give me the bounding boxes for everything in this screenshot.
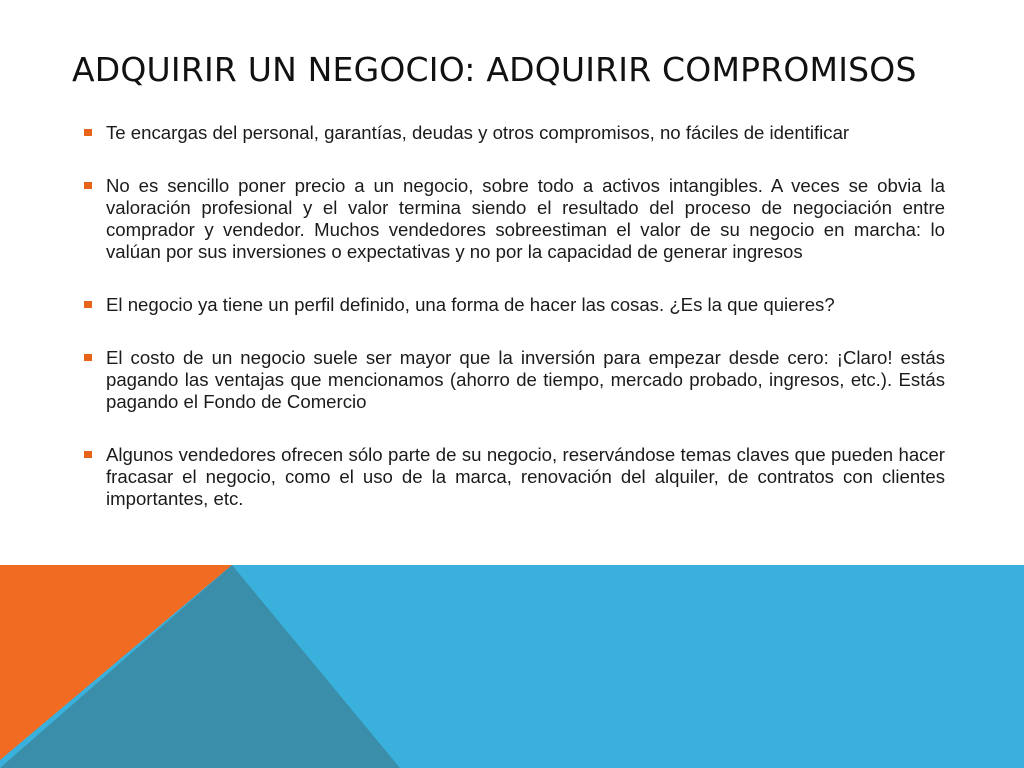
bullet-text: El negocio ya tiene un perfil definido, una forma de hacer las cosas. ¿Es la que quieres? [106, 294, 835, 315]
square-bullet-icon [84, 129, 92, 136]
square-bullet-icon [84, 451, 92, 458]
bullet-text: El costo de un negocio suele ser mayor que la inversión para empezar desde cero: ¡Claro! estás pagando las ventajas que mencionamos (ahorro de tiempo, mercado probado, ingresos, etc.). Estás pagando el Fondo de Comercio [106, 347, 945, 412]
square-bullet-icon [84, 354, 92, 361]
slide-title: ADQUIRIR UN NEGOCIO: ADQUIRIR COMPROMISOS [72, 50, 917, 89]
bullet-item [84, 347, 945, 413]
bullet-item [84, 175, 945, 263]
square-bullet-icon [84, 301, 92, 308]
bullet-item [84, 294, 945, 316]
bullet-text: Te encargas del personal, garantías, deudas y otros compromisos, no fáciles de identificar [106, 122, 850, 143]
square-bullet-icon [84, 182, 92, 189]
bullet-item [84, 444, 945, 510]
bullet-text: Algunos vendedores ofrecen sólo parte de su negocio, reservándose temas claves que pueden hacer fracasar el negocio, como el uso de la marca, renovación del alquiler, de contratos con clientes importantes, etc. [106, 444, 945, 509]
bullet-list [84, 122, 945, 541]
bullet-item [84, 122, 945, 144]
bullet-text: No es sencillo poner precio a un negocio, sobre todo a activos intangibles. A veces se obvia la valoración profesional y el valor termina siendo el resultado del proceso de negociación entre comprador y vendedor. Muchos vendedores sobreestiman el valor de su negocio en marcha: lo valúan por sus inversiones o expectativas y no por la capacidad de generar ingresos [106, 175, 945, 262]
